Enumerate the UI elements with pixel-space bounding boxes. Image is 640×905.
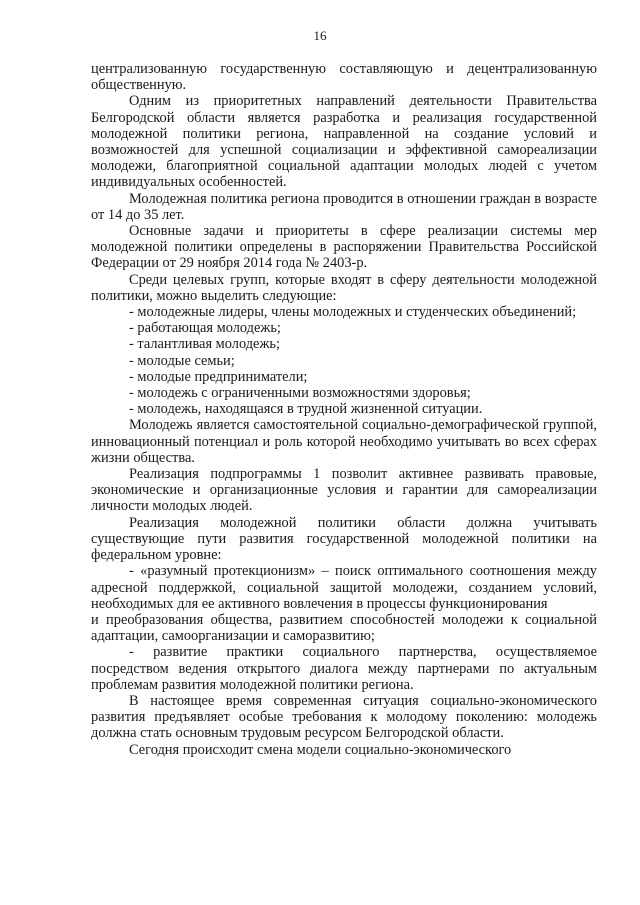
list-item: - молодежь с ограниченными возможностями здоровья; bbox=[129, 385, 471, 402]
paragraph: Молодежная политика региона проводится в отношении граждан в возрасте от 14 до 35 лет. bbox=[91, 190, 597, 223]
paragraph: Основные задачи и приоритеты в сфере реализации системы мер молодежной политики определены в распоряжении Правительства Российской Федерации от 29 ноября 2014 года № 2403-р. bbox=[91, 223, 597, 272]
list-item: - работающая молодежь; bbox=[129, 320, 281, 337]
paragraph: Среди целевых групп, которые входят в сферу деятельности молодежной политики, можно выделить следующие: bbox=[91, 271, 597, 304]
paragraph: Реализация молодежной политики области должна учитывать существующие пути развития государственной молодежной политики на федеральном уровне: bbox=[91, 514, 597, 564]
paragraph: Сегодня происходит смена модели социально-экономического bbox=[129, 741, 512, 758]
list-item: - молодежные лидеры, члены молодежных и студенческих объединений; bbox=[129, 304, 577, 321]
list-item: - талантливая молодежь; bbox=[129, 336, 280, 353]
paragraph: - развитие практики социального партнерства, осуществляемое посредством ведения открытого диалога между партнерами по актуальным проблемам развития молодежной политики региона. bbox=[91, 644, 597, 693]
list-item: - молодые предприниматели; bbox=[129, 368, 308, 385]
paragraph: Молодежь является самостоятельной социально-демографической группой, инновационный потенциал и роль которой необходимо учитывать во всех сферах жизни общества. bbox=[91, 417, 597, 466]
list-item: - молодежь, находящаяся в трудной жизненной ситуации. bbox=[129, 401, 483, 418]
list-item: - молодые семьи; bbox=[129, 352, 235, 369]
paragraph: - «разумный протекционизм» – поиск оптимального соотношения между адресной поддержкой, социальной защитой молодежи, созданием условий, необходимых для ее активного вовлечения в процессы функционирования bbox=[91, 563, 597, 612]
page-number: 16 bbox=[313, 28, 327, 43]
paragraph: Одним из приоритетных направлений деятельности Правительства Белгородской области является разработка и реализация государственной молодежной политики региона, направленной на создание условий и возможностей для успешной социализации и эффективной самореализации молодежи, благоприятной социальной адаптации молодых людей с учетом индивидуальных особенностей. bbox=[91, 93, 597, 191]
paragraph: централизованную государственную составляющую и децентрализованную общественную. bbox=[91, 61, 597, 94]
document-body bbox=[91, 61, 597, 758]
paragraph: Реализация подпрограммы 1 позволит активнее развивать правовые, экономические и организационные условия и гарантии для самореализации личности молодых людей. bbox=[91, 466, 597, 515]
target-groups-list bbox=[91, 304, 597, 417]
paragraph: В настоящее время современная ситуация социально-экономического развития предъявляет особые требования к молодому поколению: молодежь должна стать основным трудовым ресурсом Белгородской области. bbox=[91, 692, 597, 742]
paragraph: и преобразования общества, развитием способностей молодежи к социальной адаптации, самоорганизации и саморазвитию; bbox=[91, 611, 597, 645]
